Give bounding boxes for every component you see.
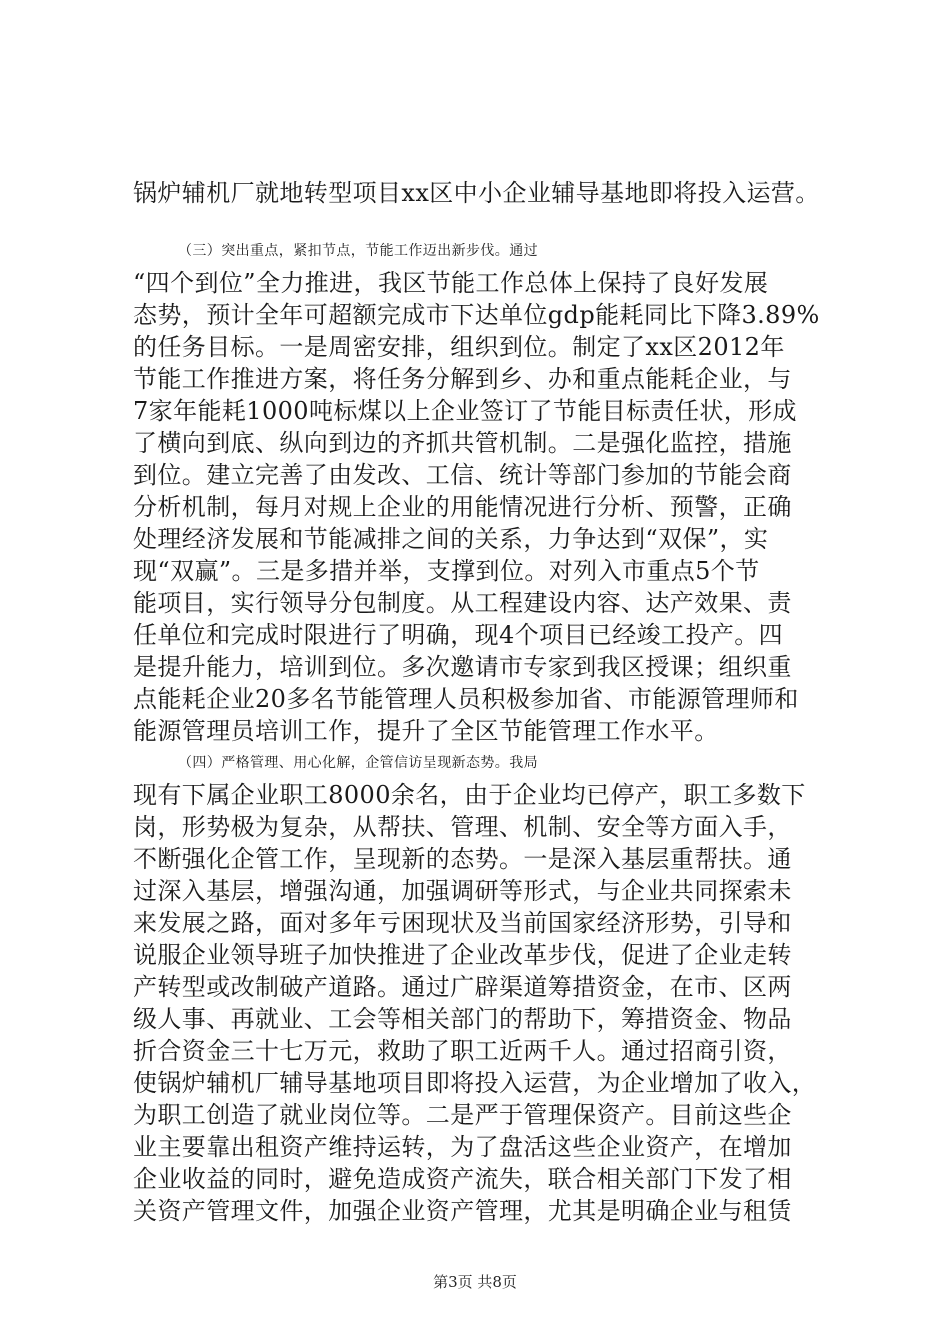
text-line: 不断强化企管工作，呈现新的态势。一是深入基层重帮扶。通	[133, 845, 792, 873]
text-line: “四个到位”全力推进，我区节能工作总体上保持了良好发展	[133, 269, 769, 297]
text-line: 能项目，实行领导分包制度。从工程建设内容、达产效果、责	[133, 589, 792, 617]
text-line: 了横向到底、纵向到边的齐抓共管机制。二是强化监控，措施	[133, 429, 792, 457]
text-line: 说服企业领导班子加快推进了企业改革步伐，促进了企业走转	[133, 941, 792, 969]
page-footer: 第3页 共8页	[433, 1273, 517, 1291]
text-line: 过深入基层，增强沟通，加强调研等形式，与企业共同探索未	[133, 877, 792, 905]
text-line: 分析机制，每月对规上企业的用能情况进行分析、预警，正确	[133, 493, 792, 521]
text-line: 的任务目标。一是周密安排，组织到位。制定了xx区2012年	[133, 333, 785, 361]
text-line: 到位。建立完善了由发改、工信、统计等部门参加的节能会商	[133, 461, 792, 489]
text-line: 能源管理员培训工作，提升了全区节能管理工作水平。	[133, 717, 719, 745]
text-line: 使锅炉辅机厂辅导基地项目即将投入运营，为企业增加了收入，	[133, 1069, 817, 1097]
text-line: 态势，预计全年可超额完成市下达单位gdp能耗同比下降3.89%	[133, 301, 820, 329]
text-line: 为职工创造了就业岗位等。二是严于管理保资产。目前这些企	[133, 1101, 792, 1129]
paragraph-4-start: （四）严格管理、用心化解，企管信访呈现新态势。我局	[178, 755, 538, 771]
text-line: 现“双赢”。三是多措并举，支撑到位。对列入市重点5个节	[133, 557, 760, 585]
text-line: 级人事、再就业、工会等相关部门的帮助下，筹措资金、物品	[133, 1005, 792, 1033]
text-line: 节能工作推进方案，将任务分解到乡、办和重点能耗企业，与	[133, 365, 792, 393]
text-line: 来发展之路，面对多年亏困现状及当前国家经济形势，引导和	[133, 909, 792, 937]
text-line: 点能耗企业20多名节能管理人员积极参加省、市能源管理师和	[133, 685, 799, 713]
text-line: 处理经济发展和节能减排之间的关系，力争达到“双保”，实	[133, 525, 769, 553]
text-line: 是提升能力，培训到位。多次邀请市专家到我区授课；组织重	[133, 653, 792, 681]
text-line: 关资产管理文件，加强企业资产管理，尤其是明确企业与租赁	[133, 1197, 792, 1225]
paragraph-3-start: （三）突出重点，紧扣节点，节能工作迈出新步伐。通过	[178, 243, 538, 259]
text-line: 任单位和完成时限进行了明确，现4个项目已经竣工投产。四	[133, 621, 784, 649]
text-line: 产转型或改制破产道路。通过广辟渠道筹措资金，在市、区两	[133, 973, 792, 1001]
text-line: 现有下属企业职工8000余名，由于企业均已停产，职工多数下	[133, 781, 806, 809]
text-line: 折合资金三十七万元，救助了职工近两千人。通过招商引资，	[133, 1037, 792, 1065]
text-line: 锅炉辅机厂就地转型项目xx区中小企业辅导基地即将投入运营。	[133, 179, 820, 207]
text-line: 7家年能耗1000吨标煤以上企业签订了节能目标责任状，形成	[133, 397, 797, 425]
text-line: 业主要靠出租资产维持运转，为了盘活这些企业资产，在增加	[133, 1133, 792, 1161]
text-line: 岗，形势极为复杂，从帮扶、管理、机制、安全等方面入手，	[133, 813, 792, 841]
text-line: 企业收益的同时，避免造成资产流失，联合相关部门下发了相	[133, 1165, 792, 1193]
